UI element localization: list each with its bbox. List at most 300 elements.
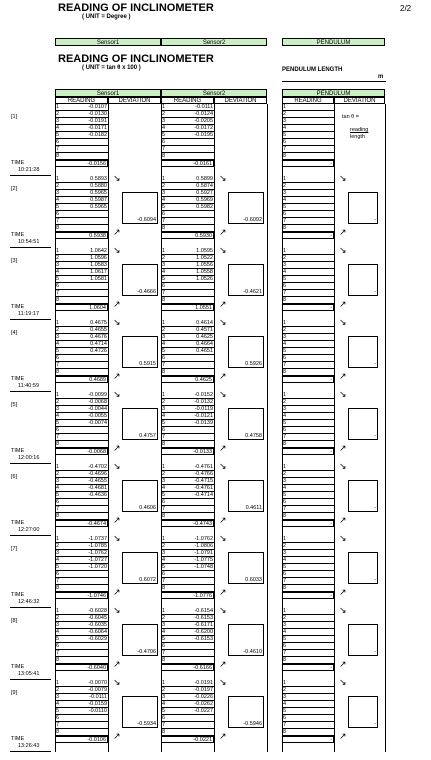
row-number: 2	[283, 111, 287, 117]
table-row	[55, 290, 108, 297]
row-number: 2	[283, 327, 287, 333]
deviation-box	[228, 408, 264, 440]
block-separator	[10, 535, 51, 536]
table-row	[282, 543, 334, 550]
row-value: -0.0070	[88, 680, 107, 686]
table-row	[161, 680, 214, 687]
table-row	[282, 643, 334, 650]
deviation-value: -	[374, 217, 376, 223]
row-number: 8	[56, 585, 60, 591]
table-row	[282, 722, 334, 729]
table-row	[161, 211, 214, 218]
table-row	[282, 146, 334, 153]
row-number: 2	[56, 111, 60, 117]
row-value: -0.0139	[194, 420, 213, 426]
row-value: -0.4766	[194, 471, 213, 477]
arrow-up-icon: ↗	[339, 371, 347, 381]
row-number: 6	[283, 571, 287, 577]
row-value: -0.6064	[88, 629, 107, 635]
row-value: 0.5969	[196, 197, 213, 203]
row-number: 5	[283, 636, 287, 642]
table-row	[161, 355, 214, 362]
table-row	[161, 427, 214, 434]
table-row	[55, 701, 108, 708]
row-number: 3	[283, 550, 287, 556]
table-row	[161, 643, 214, 650]
row-number: 8	[283, 441, 287, 447]
row-number: 7	[56, 506, 60, 512]
average-value: -1.0746	[87, 593, 106, 599]
row-value: -0.0262	[194, 701, 213, 707]
table-row	[55, 190, 108, 197]
table-row	[161, 622, 214, 629]
row-value: -1.0727	[88, 557, 107, 563]
deviation-value: -0.5946	[243, 721, 262, 727]
table-row	[55, 499, 108, 506]
table-row	[161, 434, 214, 441]
table-row	[55, 104, 108, 111]
grid-line	[385, 104, 386, 752]
table-row	[282, 701, 334, 708]
average-value: -0.0156	[87, 161, 106, 167]
average-cell	[161, 232, 214, 239]
row-number: 3	[162, 694, 166, 700]
table-row	[282, 276, 334, 283]
row-number: 8	[283, 657, 287, 663]
table-row	[161, 176, 214, 183]
average-value: -0.0133	[193, 449, 212, 455]
time-label: TIME	[11, 304, 25, 310]
arrow-down-icon: ↘	[113, 245, 121, 255]
row-number: 4	[56, 629, 60, 635]
row-number: 3	[283, 478, 287, 484]
row-value: 0.4714	[90, 341, 107, 347]
table-row	[55, 585, 108, 592]
row-number: 7	[56, 650, 60, 656]
pendulum-length-line	[282, 81, 386, 82]
row-number: 8	[56, 225, 60, 231]
deviation-value: -0.6092	[243, 217, 262, 223]
block-id: [5]	[11, 402, 18, 408]
row-number: 2	[283, 183, 287, 189]
deviation-box	[228, 624, 264, 656]
table-row	[55, 183, 108, 190]
grid-line	[267, 104, 268, 752]
block-separator	[10, 391, 51, 392]
average-value: -	[330, 449, 332, 455]
table-row	[161, 341, 214, 348]
table-row	[282, 585, 334, 592]
table-row	[55, 218, 108, 225]
table-row	[161, 485, 214, 492]
average-cell	[161, 304, 214, 311]
average-value: -	[330, 161, 332, 167]
arrow-down-icon: ↘	[339, 677, 347, 687]
group-header-sensor1: Sensor1	[55, 89, 161, 97]
row-value: -0.0055	[88, 413, 107, 419]
block-id: [2]	[11, 186, 18, 192]
row-number: 5	[56, 492, 60, 498]
row-number: 6	[283, 355, 287, 361]
time-value: 13:05:41	[18, 671, 40, 677]
average-cell	[282, 304, 334, 311]
table-row	[55, 225, 108, 232]
row-number: 1	[283, 680, 287, 686]
row-number: 3	[283, 190, 287, 196]
row-value: -0.0124	[194, 111, 213, 117]
row-value: 1.0595	[196, 248, 213, 254]
row-number: 7	[56, 218, 60, 224]
average-cell	[161, 664, 214, 671]
row-number: 5	[56, 636, 60, 642]
table-row	[55, 643, 108, 650]
average-value: -	[330, 737, 332, 743]
table-row	[55, 362, 108, 369]
table-row	[161, 297, 214, 304]
row-number: 7	[56, 722, 60, 728]
table-row	[55, 334, 108, 341]
table-row	[282, 506, 334, 513]
row-number: 6	[162, 571, 166, 577]
table-row	[161, 139, 214, 146]
row-number: 5	[56, 348, 60, 354]
table-row	[282, 341, 334, 348]
deviation-box	[122, 480, 158, 512]
arrow-down-icon: ↘	[219, 173, 227, 183]
table-row	[282, 708, 334, 715]
time-label: TIME	[11, 736, 25, 742]
row-value: -1.0748	[194, 564, 213, 570]
row-number: 1	[283, 536, 287, 542]
row-value: -0.4702	[88, 464, 107, 470]
row-number: 5	[162, 492, 166, 498]
row-number: 1	[283, 392, 287, 398]
table-row	[55, 434, 108, 441]
row-number: 2	[283, 399, 287, 405]
table-row	[282, 297, 334, 304]
table-row	[55, 578, 108, 585]
grid-line	[334, 104, 335, 752]
row-number: 6	[56, 571, 60, 577]
block-id: [8]	[11, 618, 18, 624]
average-value: -	[330, 305, 332, 311]
row-number: 5	[56, 420, 60, 426]
deviation-box	[122, 192, 158, 224]
table-row	[161, 269, 214, 276]
average-cell	[55, 304, 108, 311]
row-value: 0.4614	[196, 320, 213, 326]
table-row	[282, 104, 334, 111]
table-row	[161, 571, 214, 578]
row-number: 1	[56, 536, 60, 542]
average-value: -1.0776	[193, 593, 212, 599]
table-row	[282, 680, 334, 687]
row-number: 3	[56, 550, 60, 556]
deviation-value: -	[374, 505, 376, 511]
row-value: -0.4761	[194, 485, 213, 491]
table-row	[282, 362, 334, 369]
row-number: 5	[283, 492, 287, 498]
row-value: 0.5982	[196, 204, 213, 210]
arrow-down-icon: ↘	[339, 173, 347, 183]
row-value: 1.0596	[90, 255, 107, 261]
row-number: 2	[56, 255, 60, 261]
average-value: -0.4674	[87, 521, 106, 527]
table-row	[55, 543, 108, 550]
table-row	[282, 513, 334, 520]
table-row	[282, 687, 334, 694]
row-number: 7	[283, 578, 287, 584]
row-value: 0.4625	[196, 334, 213, 340]
table-row	[55, 176, 108, 183]
row-number: 4	[56, 701, 60, 707]
table-row	[282, 334, 334, 341]
deviation-box	[228, 336, 264, 368]
table-row	[161, 104, 214, 111]
time-label: TIME	[11, 232, 25, 238]
deviation-value: -	[374, 577, 376, 583]
row-number: 5	[283, 420, 287, 426]
table-row	[282, 132, 334, 139]
block-separator	[10, 607, 51, 608]
row-number: 2	[162, 327, 166, 333]
row-number: 4	[56, 269, 60, 275]
row-number: 6	[56, 427, 60, 433]
deviation-value: -0.6094	[137, 217, 156, 223]
row-number: 1	[162, 608, 166, 614]
table-row	[282, 327, 334, 334]
table-row	[161, 585, 214, 592]
table-row	[282, 262, 334, 269]
table-row	[282, 615, 334, 622]
row-number: 8	[283, 225, 287, 231]
arrow-up-icon: ↗	[113, 227, 121, 237]
row-number: 1	[283, 104, 287, 110]
time-label: TIME	[11, 376, 25, 382]
average-value: -0.4743	[193, 521, 212, 527]
row-number: 3	[162, 262, 166, 268]
arrow-down-icon: ↘	[219, 245, 227, 255]
row-value: -0.4714	[194, 492, 213, 498]
row-value: -0.6035	[88, 622, 107, 628]
arrow-up-icon: ↗	[339, 227, 347, 237]
col-s1-deviation: DEVIATION	[108, 97, 161, 104]
deviation-value: -	[374, 649, 376, 655]
table-row	[282, 218, 334, 225]
row-number: 2	[162, 615, 166, 621]
deviation-value: -	[374, 289, 376, 295]
row-value: -0.0099	[88, 392, 107, 398]
table-row	[161, 708, 214, 715]
table-row	[55, 694, 108, 701]
deviation-box	[348, 480, 378, 512]
table-row	[161, 701, 214, 708]
table-row	[161, 146, 214, 153]
row-number: 8	[162, 441, 166, 447]
row-number: 1	[56, 320, 60, 326]
row-number: 1	[283, 464, 287, 470]
row-number: 1	[56, 680, 60, 686]
row-number: 8	[162, 225, 166, 231]
table-row	[282, 413, 334, 420]
deviation-box	[122, 696, 158, 728]
row-number: 7	[56, 146, 60, 152]
row-number: 1	[56, 464, 60, 470]
row-value: -0.0195	[194, 132, 213, 138]
block-id: [6]	[11, 474, 18, 480]
row-number: 3	[56, 334, 60, 340]
table-row	[282, 290, 334, 297]
table-row	[282, 636, 334, 643]
top-header-sensor1: Sensor1	[55, 38, 161, 46]
table-row	[282, 176, 334, 183]
row-value: -0.0182	[88, 132, 107, 138]
table-row	[282, 283, 334, 290]
table-row	[161, 471, 214, 478]
table-row	[161, 636, 214, 643]
pendulum-length-label: PENDULUM LENGTH	[282, 67, 343, 73]
time-value: 10:54:51	[18, 239, 40, 245]
row-number: 5	[162, 276, 166, 282]
row-value: 0.4651	[196, 348, 213, 354]
col-s1-reading: READING	[55, 97, 108, 104]
time-value: 12:27:00	[18, 527, 40, 533]
table-row	[55, 341, 108, 348]
table-row	[161, 608, 214, 615]
table-row	[55, 348, 108, 355]
table-row	[161, 578, 214, 585]
row-number: 7	[162, 218, 166, 224]
row-number: 3	[283, 694, 287, 700]
table-row	[161, 406, 214, 413]
row-number: 8	[56, 513, 60, 519]
average-value: -	[330, 377, 332, 383]
col-p-deviation: DEVIATION	[334, 97, 385, 104]
row-number: 8	[283, 513, 287, 519]
table-row	[282, 622, 334, 629]
deviation-value: -0.4610	[243, 649, 262, 655]
row-number: 7	[162, 146, 166, 152]
arrow-down-icon: ↘	[113, 461, 121, 471]
row-number: 5	[162, 708, 166, 714]
table-row	[55, 485, 108, 492]
row-value: -1.0762	[194, 536, 213, 542]
row-number: 7	[162, 362, 166, 368]
row-number: 6	[56, 283, 60, 289]
average-cell	[161, 376, 214, 383]
average-value: -0.6040	[87, 665, 106, 671]
table-row	[282, 571, 334, 578]
table-row	[282, 392, 334, 399]
table-row	[55, 636, 108, 643]
average-value: 0.4689	[89, 377, 106, 383]
row-number: 3	[56, 478, 60, 484]
row-number: 8	[162, 585, 166, 591]
table-row	[55, 513, 108, 520]
block-id: [7]	[11, 546, 18, 552]
row-number: 2	[162, 687, 166, 693]
block-id: [9]	[11, 690, 18, 696]
row-number: 1	[283, 608, 287, 614]
row-value: 0.4675	[90, 320, 107, 326]
row-number: 1	[56, 608, 60, 614]
row-number: 6	[162, 355, 166, 361]
block-id: [4]	[11, 330, 18, 336]
table-row	[282, 197, 334, 204]
arrow-down-icon: ↘	[339, 461, 347, 471]
arrow-down-icon: ↘	[113, 389, 121, 399]
row-number: 4	[56, 485, 60, 491]
deviation-box	[348, 552, 378, 584]
row-number: 5	[162, 636, 166, 642]
row-number: 2	[56, 183, 60, 189]
row-number: 5	[283, 204, 287, 210]
average-cell	[55, 736, 108, 743]
table-row	[161, 543, 214, 550]
table-row	[161, 687, 214, 694]
row-number: 6	[162, 427, 166, 433]
row-number: 2	[162, 543, 166, 549]
average-cell	[161, 592, 214, 599]
row-value: -1.0737	[88, 536, 107, 542]
table-row	[282, 183, 334, 190]
row-number: 4	[283, 341, 287, 347]
row-value: -0.6029	[88, 636, 107, 642]
average-value: -	[330, 665, 332, 671]
row-value: -1.0762	[88, 550, 107, 556]
arrow-down-icon: ↘	[339, 317, 347, 327]
table-row	[161, 441, 214, 448]
table-row	[161, 557, 214, 564]
table-row	[282, 211, 334, 218]
average-value: -	[330, 521, 332, 527]
table-row	[55, 392, 108, 399]
block-separator	[10, 751, 51, 752]
deviation-box	[122, 264, 158, 296]
top-title: READING OF INCLINOMETER	[58, 2, 214, 14]
row-number: 3	[56, 406, 60, 412]
table-row	[55, 297, 108, 304]
table-row	[161, 650, 214, 657]
row-number: 6	[283, 643, 287, 649]
average-value: -0.6166	[193, 665, 212, 671]
table-row	[161, 190, 214, 197]
grid-line	[214, 104, 215, 752]
table-row	[282, 464, 334, 471]
row-number: 4	[283, 485, 287, 491]
row-number: 2	[56, 687, 60, 693]
row-number: 8	[283, 585, 287, 591]
table-row	[55, 608, 108, 615]
table-row	[282, 492, 334, 499]
arrow-down-icon: ↘	[339, 389, 347, 399]
row-number: 8	[56, 153, 60, 159]
table-row	[55, 197, 108, 204]
row-number: 8	[162, 297, 166, 303]
table-row	[161, 283, 214, 290]
row-value: -0.0191	[194, 680, 213, 686]
table-row	[161, 392, 214, 399]
arrow-up-icon: ↗	[113, 443, 121, 453]
row-number: 3	[162, 118, 166, 124]
pendulum-formula	[342, 114, 368, 141]
row-value: -0.6028	[88, 608, 107, 614]
row-number: 7	[283, 506, 287, 512]
row-value: -0.0044	[88, 406, 107, 412]
arrow-up-icon: ↗	[219, 515, 227, 525]
table-row	[55, 369, 108, 376]
table-row	[282, 471, 334, 478]
